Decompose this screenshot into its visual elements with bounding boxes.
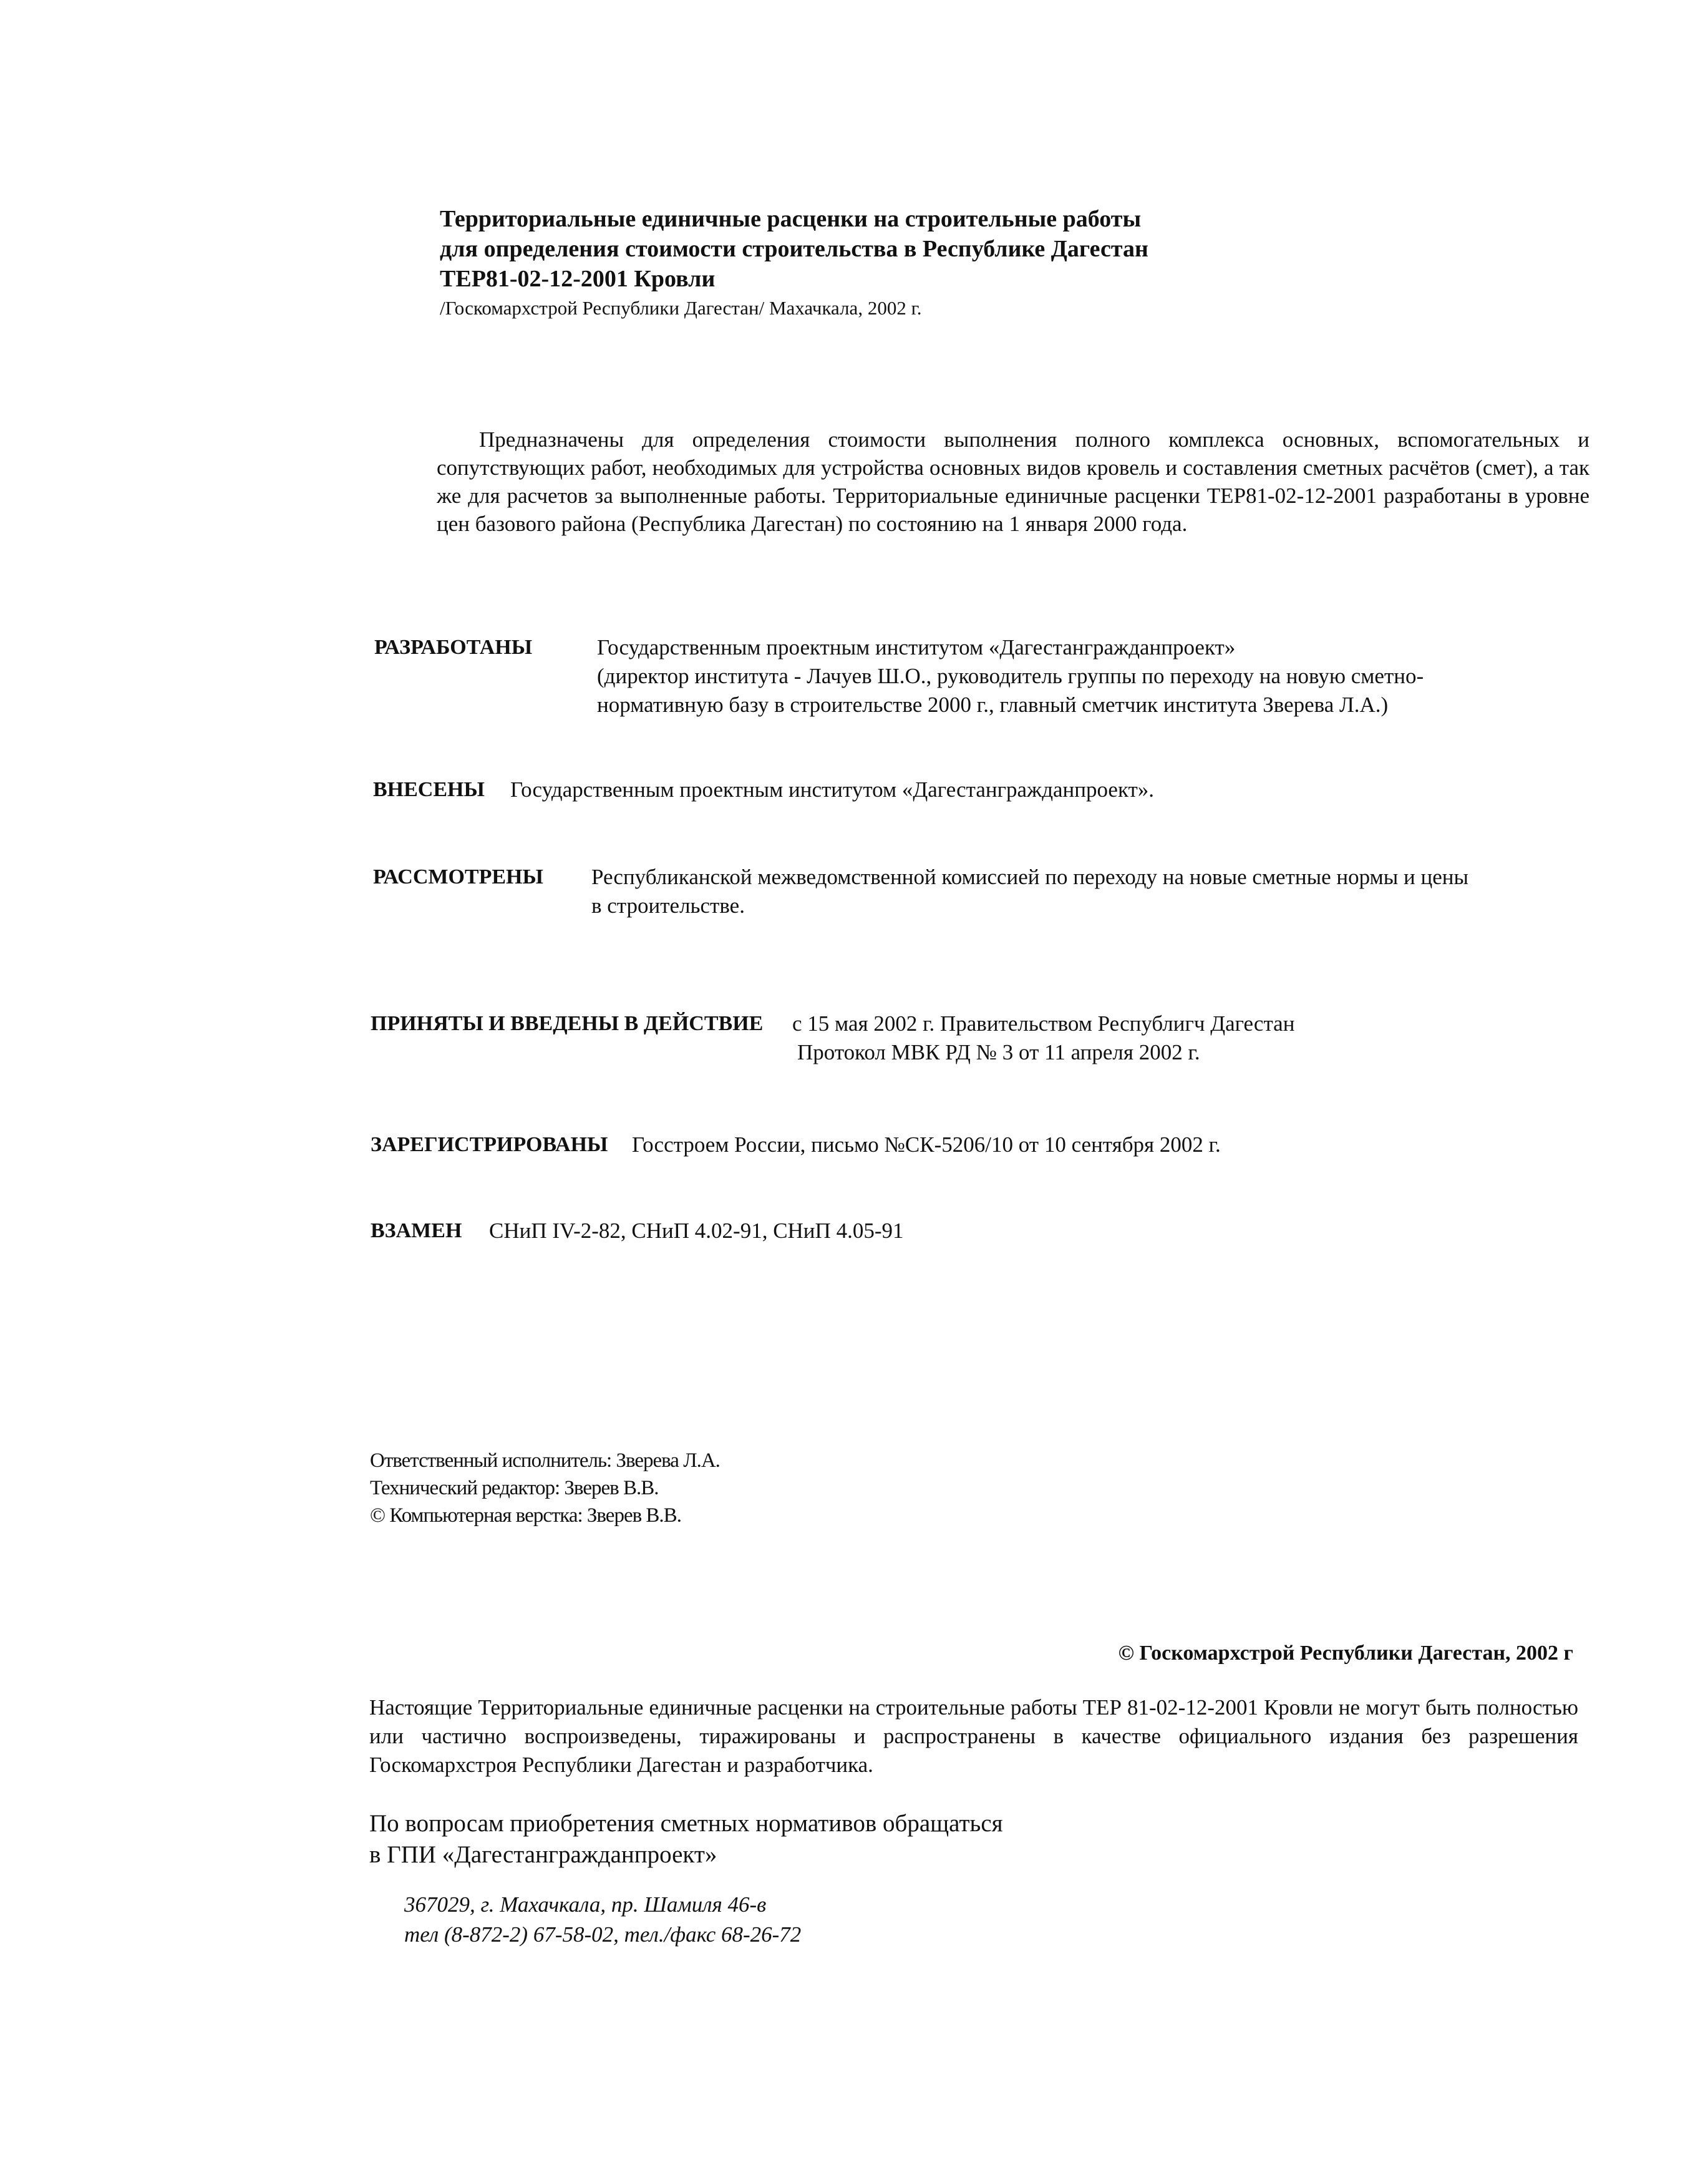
submitted-label: ВНЕСЕНЫ	[373, 778, 485, 801]
reviewed-text	[591, 863, 1565, 920]
credits-block	[370, 1447, 931, 1529]
reviewed-line-1: Республиканской межведомственной комиссией по переходу на новые сметные нормы и цены	[591, 865, 1469, 889]
replaces-label: ВЗАМЕН	[371, 1219, 462, 1242]
document-title-line-1: Территориальные единичные расценки на строительные работы	[440, 206, 1142, 232]
developed-line-2: (директор института - Лачуев Ш.О., руководитель группы по переходу на новую сметно-	[597, 664, 1424, 688]
reviewed-label: РАССМОТРЕНЫ	[373, 865, 543, 888]
inquiry-block	[369, 1808, 1305, 1871]
developed-label: РАЗРАБОТАНЫ	[374, 636, 533, 659]
registered-label: ЗАРЕГИСТРИРОВАНЫ	[371, 1133, 608, 1156]
registered-text: Госстроем России, письмо №СК-5206/10 от 10 сентября 2002 г.	[632, 1132, 1221, 1157]
inquiry-line-2: в ГПИ «Дагестангражданпроект»	[369, 1841, 717, 1868]
copyright-line: © Госкомархстрой Республики Дагестан, 2002 г	[1118, 1642, 1573, 1665]
document-code-title: ТЕР81-02-12-2001 Кровли	[440, 266, 716, 292]
document-title-line-2: для определения стоимости строительства в Республике Дагестан	[440, 236, 1148, 262]
developed-line-1: Государственным проектным институтом «Дагестангражданпроект»	[597, 635, 1236, 659]
adopted-line-1: с 15 мая 2002 г. Правительством Республигч Дагестан	[792, 1011, 1295, 1036]
reproduction-notice: Настоящие Территориальные единичные расценки на строительные работы ТЕР 81-02-12-2001 Кровли не могут быть полностью или частично воспроизведены, тиражированы и распространены в качестве официального издания без разрешения Госкомархстроя Республики Дагестан и разработчика.	[369, 1695, 1578, 1777]
phone-fax: тел (8-872-2) 67-58-02, тел./факс 68-26-72	[404, 1922, 802, 1947]
layout-credit: © Компьютерная верстка: Зверев В.В.	[370, 1504, 681, 1527]
title-block	[440, 204, 1500, 323]
adopted-label: ПРИНЯТЫ И ВВЕДЕНЫ В ДЕЙСТВИЕ	[371, 1012, 764, 1035]
developed-line-3: нормативную базу в строительстве 2000 г., главный сметчик института Зверева Л.А.)	[597, 693, 1389, 717]
purpose-paragraph: Предназначены для определения стоимости выполнения полного комплекса основных, вспомогательных и сопутствующих работ, необходимых для устройства основных видов кровель и составления сметных расчётов (смет), а так же для расчетов за выполненные работы. Территориальные единичные расценки ТЕР81-02-12-2001 разработаны в уровне цен базового района (Республика Дагестан) по состоянию на 1 января 2000 года.	[437, 427, 1589, 536]
technical-editor: Технический редактор: Зверев В.В.	[370, 1477, 659, 1499]
postal-address: 367029, г. Махачкала, пр. Шамиля 46-в	[404, 1892, 767, 1917]
developed-text	[597, 633, 1533, 719]
address-block	[404, 1890, 1153, 1950]
responsible-executor: Ответственный исполнитель: Зверева Л.А.	[370, 1449, 720, 1472]
adopted-line-2: Протокол МВК РД № 3 от 11 апреля 2002 г.	[797, 1040, 1200, 1064]
inquiry-line-1: По вопросам приобретения сметных нормативов обращаться	[369, 1810, 1003, 1837]
replaces-text: СНиП IV-2-82, СНиП 4.02-91, СНиП 4.05-91	[489, 1219, 904, 1243]
publisher-line: /Госкомархстрой Республики Дагестан/ Махачкала, 2002 г.	[440, 297, 922, 319]
submitted-text: Государственным проектным институтом «Дагестангражданпроект».	[510, 777, 1155, 802]
adopted-text	[792, 1010, 1541, 1067]
reviewed-line-2: в строительстве.	[591, 893, 745, 918]
